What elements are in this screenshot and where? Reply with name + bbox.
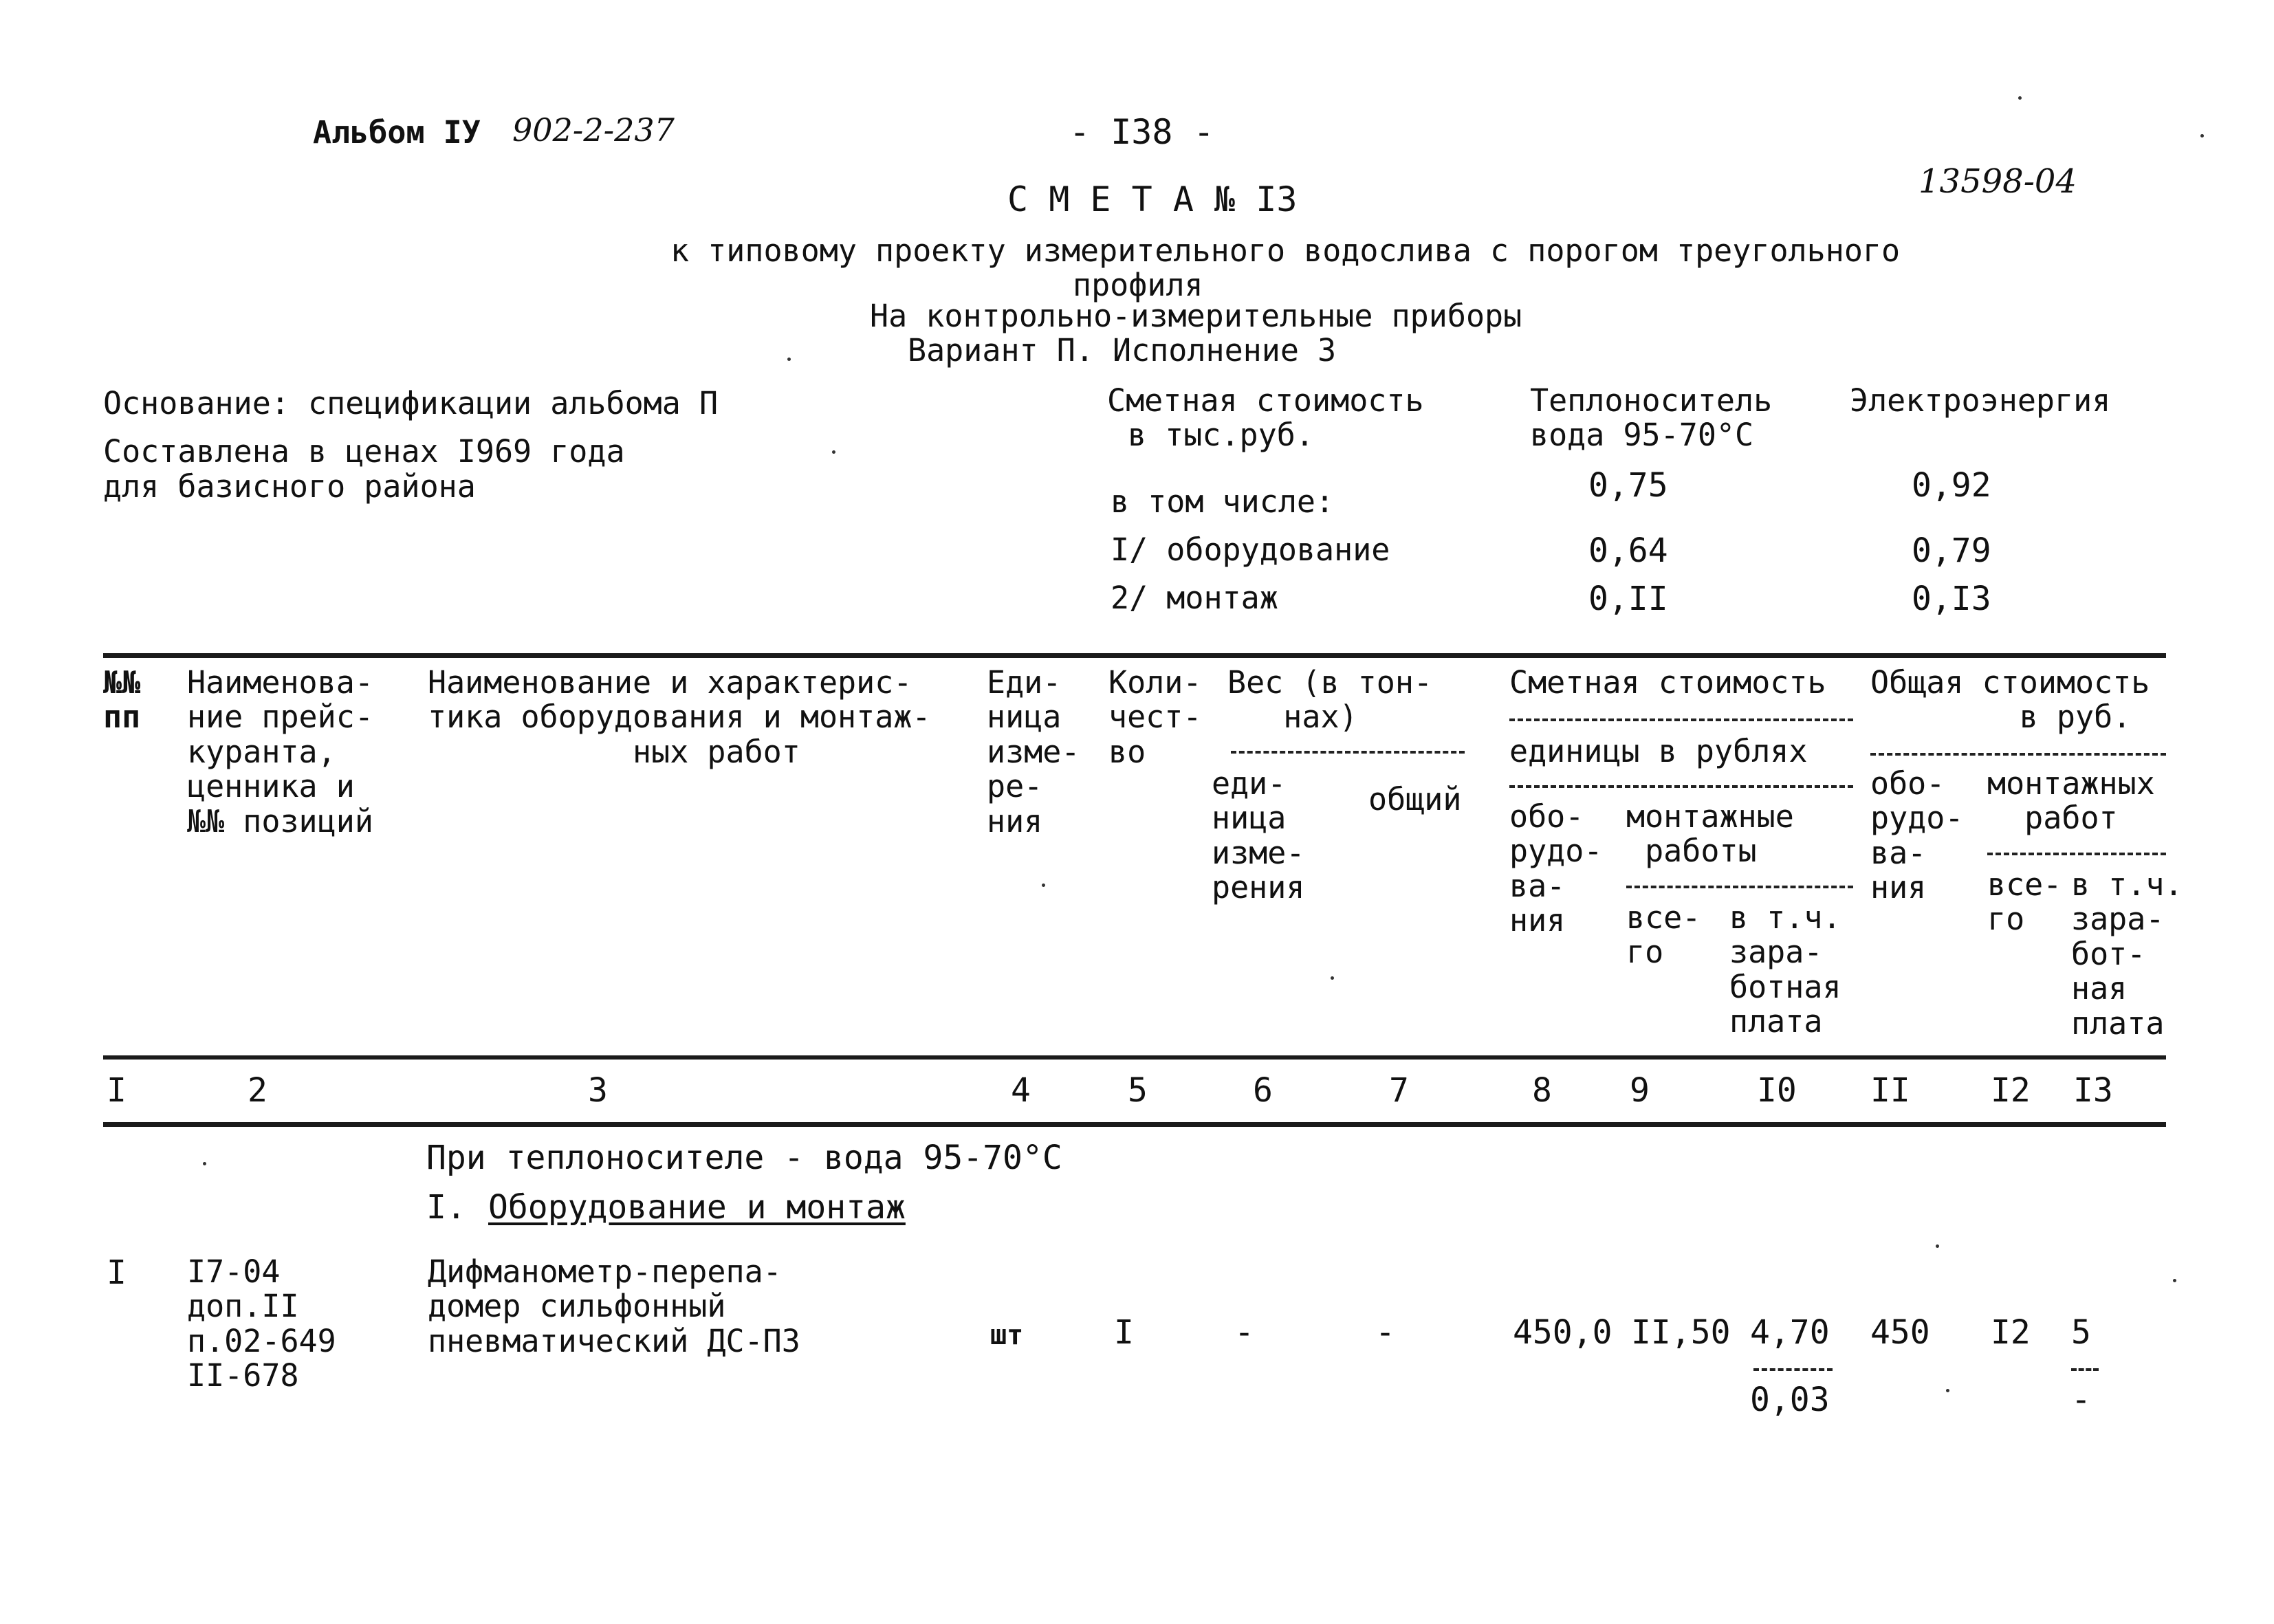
summary-heat-header-1: Теплоноситель: [1530, 382, 1773, 419]
column-number-1: I: [107, 1071, 127, 1110]
column-number-11: II: [1870, 1071, 1910, 1110]
header-total-divider: [1870, 753, 2166, 756]
column-numbers-rule: [103, 1122, 2166, 1127]
header-weight-divider: [1231, 751, 1465, 754]
section-number: I.: [426, 1188, 466, 1227]
summary-install-electricity: 0,I3: [1912, 580, 1991, 618]
row-wage-divider: [1753, 1368, 1833, 1371]
header-bottom-rule: [103, 1055, 2166, 1060]
row-total-wage: 5: [2071, 1313, 2091, 1352]
summary-equipment-heat: 0,64: [1588, 531, 1668, 570]
column-number-5: 5: [1128, 1071, 1148, 1110]
column-number-4: 4: [1011, 1071, 1031, 1110]
scan-speck: [1331, 976, 1334, 980]
album-number: 902-2-237: [512, 111, 675, 149]
row-mont-wage: 4,70: [1750, 1313, 1830, 1352]
row-equipment-cost: 450,0: [1513, 1313, 1612, 1352]
header-col-6: еди- ница изме- рения: [1212, 765, 1305, 906]
header-col-11: обо- рудо- ва- ния: [1870, 765, 1964, 906]
header-col-10: в т.ч. зара- ботная плата: [1729, 899, 1841, 1040]
scan-speck: [832, 450, 835, 454]
header-col-8: обо- рудо- ва- ния: [1509, 798, 1603, 939]
summary-equipment-electricity: 0,79: [1912, 531, 1991, 570]
prices-line-1: Составлена в ценах I969 года: [103, 433, 625, 470]
scan-speck: [2173, 1279, 2176, 1282]
summary-electricity-header: Электроэнергия: [1850, 382, 2111, 419]
column-number-12: I2: [1991, 1071, 2031, 1110]
header-col-13: в т.ч. зара- бот- ная плата: [2071, 866, 2183, 1042]
scan-speck: [2018, 96, 2022, 100]
row-price-codes: I7-04 доп.II п.02-649 II-678: [187, 1253, 336, 1394]
header-weight-group: Вес (в тон- нах): [1227, 664, 1433, 736]
column-number-3: 3: [588, 1071, 608, 1110]
album-label: Альбом IУ: [313, 114, 481, 151]
row-total-wage-sub: -: [2071, 1381, 2091, 1419]
header-col-3: Наименование и характерис- тика оборудования и монтаж- ных работ: [428, 664, 931, 770]
basis-text: Основание: спецификации альбома П: [103, 385, 719, 421]
row-equipment-name: Дифманометр-перепа- домер сильфонный пневматический ДС-П3: [428, 1253, 800, 1359]
prices-line-2: для базисного района: [103, 468, 476, 505]
document-code: 13598-04: [1918, 162, 2077, 201]
row-total-mont: I2: [1991, 1313, 2031, 1352]
summary-install-heat: 0,II: [1588, 580, 1668, 618]
section-title: Оборудование и монтаж: [488, 1188, 906, 1227]
scan-speck: [787, 358, 791, 361]
header-mont-divider: [1626, 886, 1853, 888]
row-unit: шт: [990, 1319, 1024, 1351]
header-col-12: все- го: [1987, 866, 2062, 938]
header-col-2: Наименова- ние прейс- куранта, ценника и №№ позиций: [187, 664, 373, 840]
row-mont-total: II,50: [1631, 1313, 1731, 1352]
header-cost-group: Сметная стоимость: [1509, 664, 1826, 701]
row-weight-unit: -: [1234, 1313, 1254, 1352]
header-cost-unit: единицы в рублях: [1509, 733, 1808, 769]
column-number-7: 7: [1389, 1071, 1409, 1110]
summary-total-heat: 0,75: [1588, 466, 1668, 505]
title-line-1: к типовому проекту измерительного водослива с порогом треугольного: [670, 232, 1901, 269]
scan-speck: [2200, 134, 2204, 138]
title-line-4: Вариант П. Исполнение 3: [908, 332, 1337, 369]
scan-speck: [1042, 884, 1045, 887]
section-note: При теплоносителе - вода 95-70°С: [426, 1139, 1062, 1177]
header-col-1: №№ пп: [103, 664, 141, 736]
header-mont-group: монтажные работы: [1626, 798, 1794, 870]
column-number-6: 6: [1253, 1071, 1273, 1110]
header-total-mont-group: монтажных работ: [1987, 765, 2155, 837]
page-number: - I38 -: [1069, 112, 1214, 152]
column-number-13: I3: [2073, 1071, 2113, 1110]
summary-including: в том числе:: [1111, 483, 1335, 520]
summary-cost-label-2: в тыс.руб.: [1128, 417, 1314, 453]
summary-equipment-label: I/ оборудование: [1111, 531, 1390, 568]
column-number-8: 8: [1532, 1071, 1552, 1110]
header-cost-divider-1: [1509, 718, 1853, 721]
row-total-equipment: 450: [1870, 1313, 1930, 1352]
summary-install-label: 2/ монтаж: [1111, 580, 1278, 616]
header-total-mont-divider: [1987, 853, 2166, 855]
row-quantity: I: [1114, 1313, 1134, 1352]
summary-cost-label-1: Сметная стоимость: [1107, 382, 1424, 419]
header-col-9: все- го: [1626, 899, 1701, 971]
scan-speck: [1946, 1389, 1949, 1392]
title-line-3: На контрольно-измерительные приборы: [870, 298, 1522, 334]
summary-total-electricity: 0,92: [1912, 466, 1991, 505]
row-total-wage-divider: [2071, 1368, 2099, 1371]
column-number-10: I0: [1757, 1071, 1797, 1110]
estimate-title: С М Е Т А № I3: [1007, 179, 1298, 219]
column-number-2: 2: [248, 1071, 267, 1110]
header-col-7: общий: [1368, 781, 1462, 818]
summary-heat-header-2: вода 95-70°С: [1530, 417, 1754, 453]
scan-speck: [1936, 1244, 1939, 1248]
header-col-4: Еди- ница изме- ре- ния: [987, 664, 1080, 840]
table-top-rule: [103, 653, 2166, 658]
header-total-group: Общая стоимость в руб.: [1870, 664, 2150, 736]
row-number: I: [107, 1253, 127, 1292]
scan-speck: [203, 1162, 206, 1165]
column-number-9: 9: [1630, 1071, 1650, 1110]
title-line-2: профиля: [1073, 267, 1203, 303]
header-cost-divider-2: [1509, 785, 1853, 788]
row-mont-wage-sub: 0,03: [1750, 1381, 1830, 1419]
header-col-5: Коли- чест- во: [1108, 664, 1202, 770]
row-weight-total: -: [1375, 1313, 1395, 1352]
